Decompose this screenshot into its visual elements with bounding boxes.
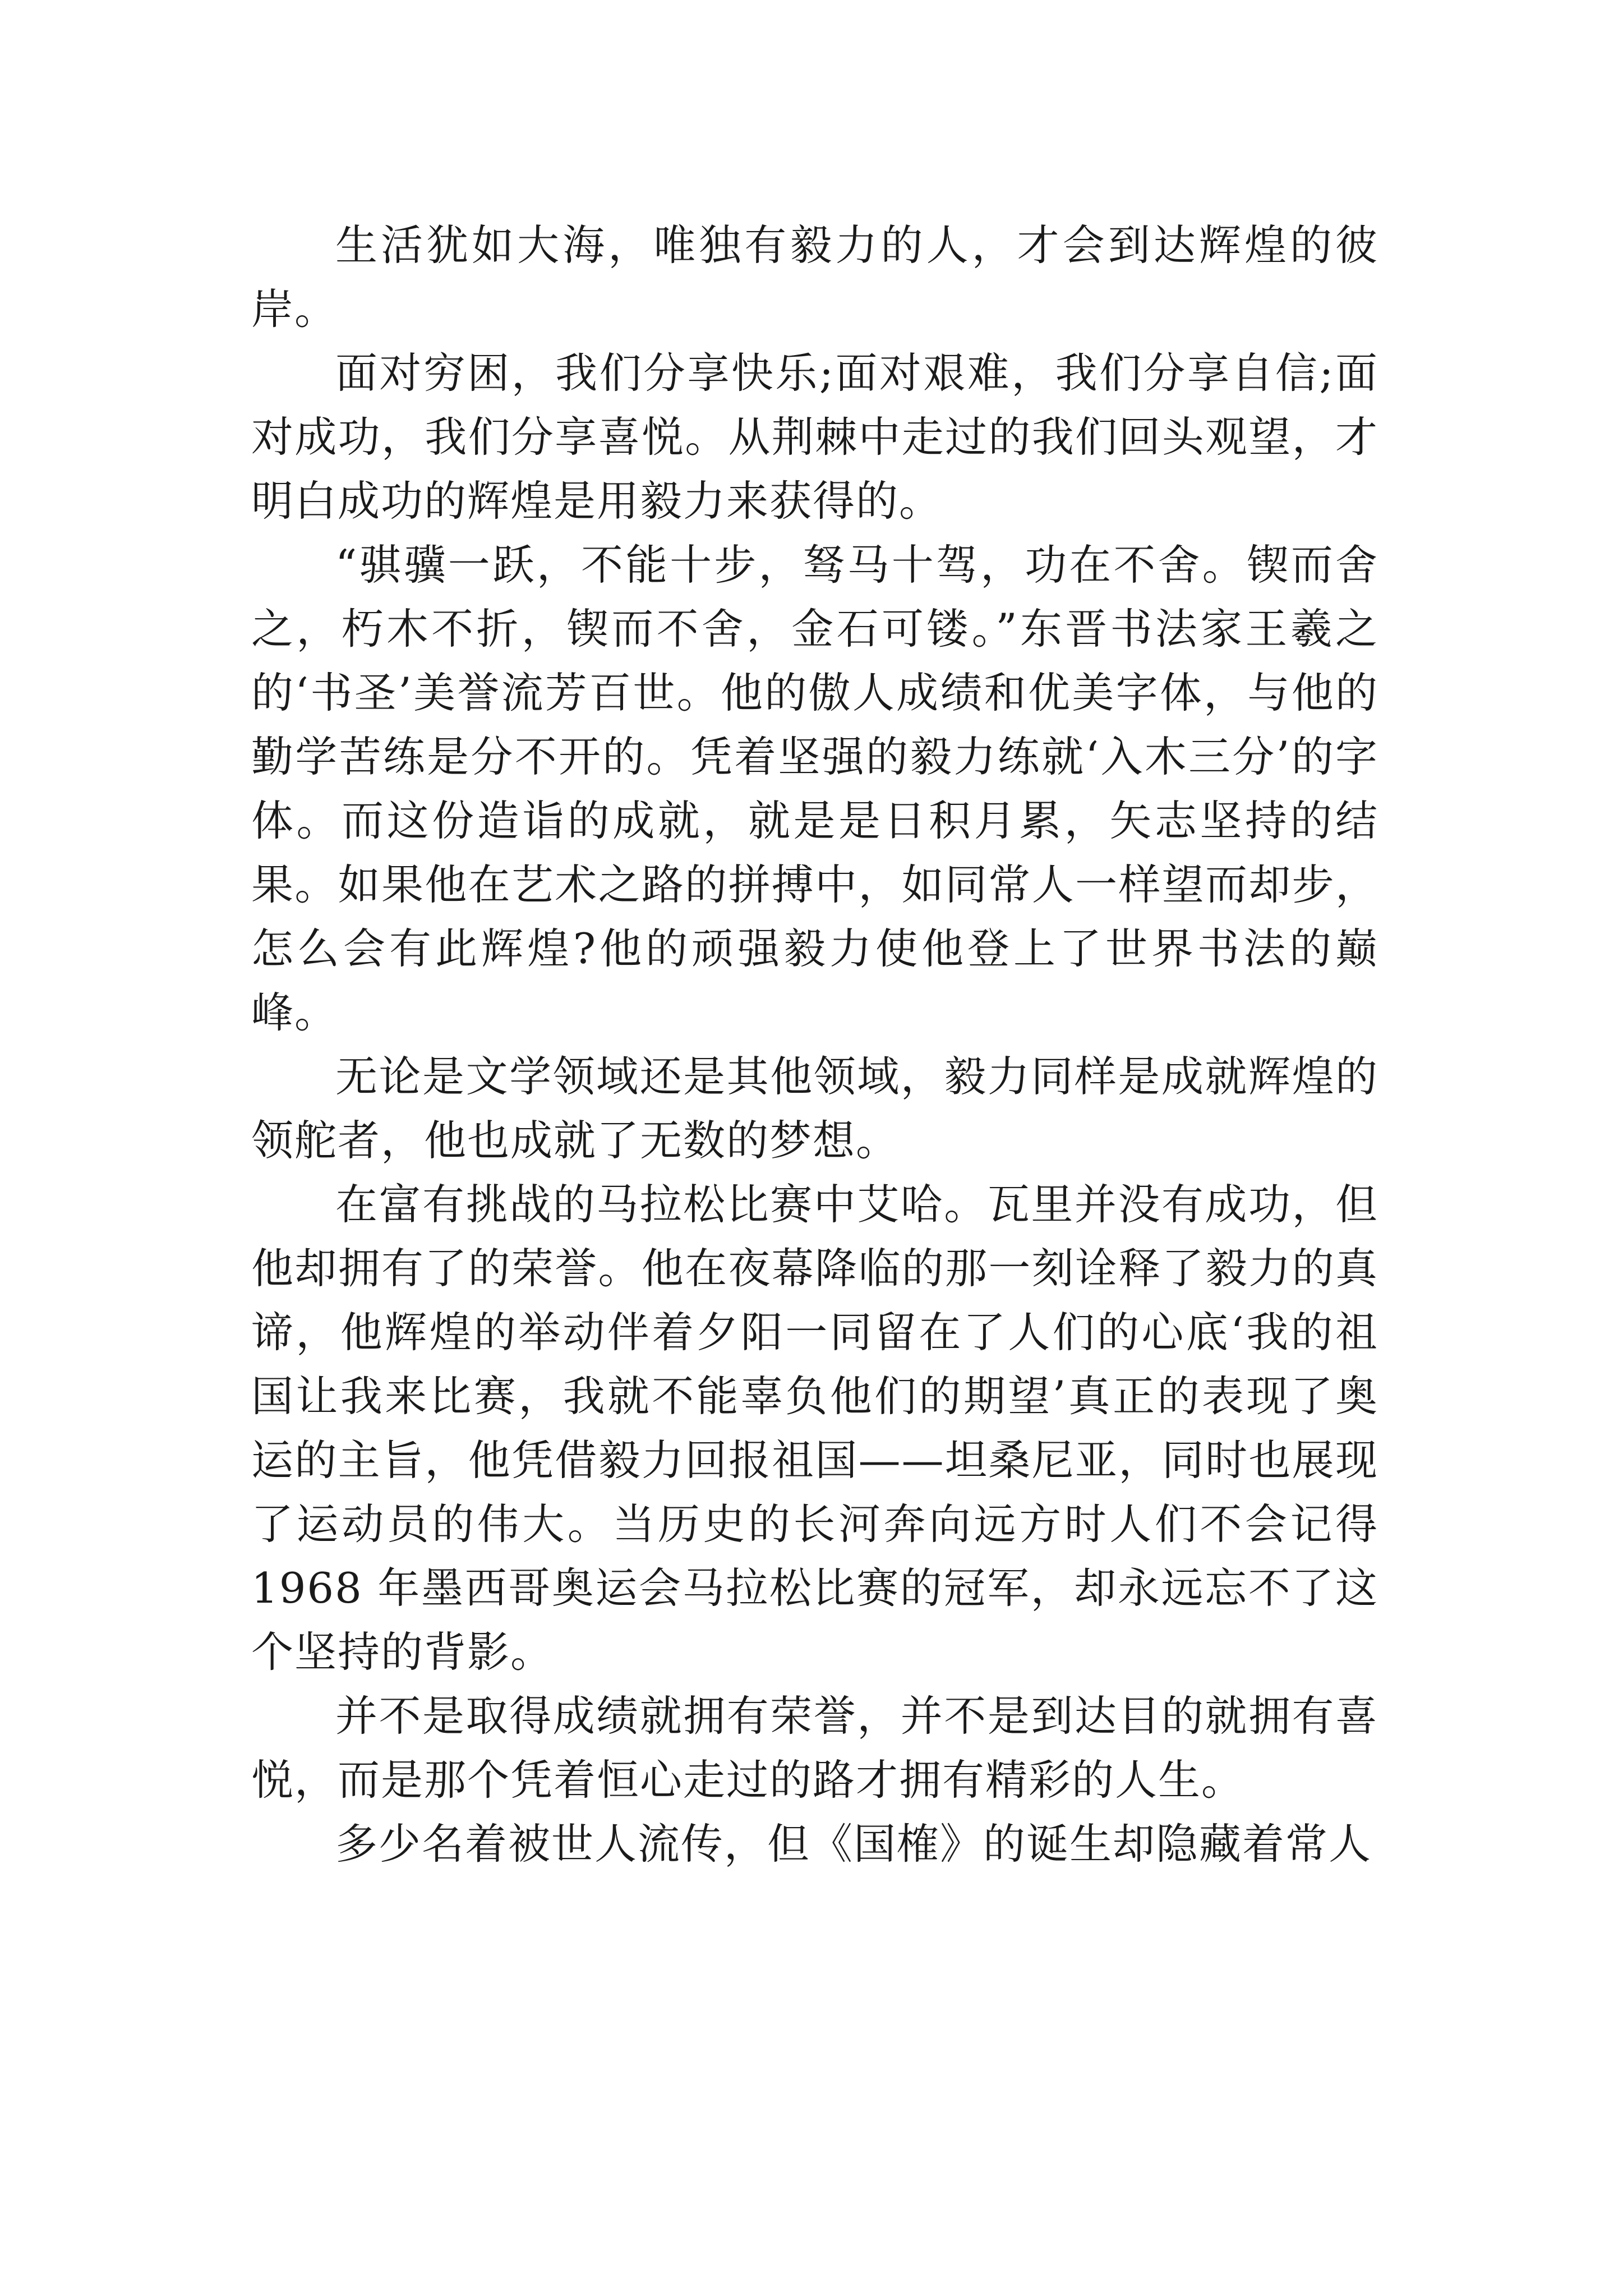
paragraph: 多少名着被世人流传，但《国榷》的诞生却隐藏着常人 — [335, 1819, 1372, 1869]
paragraph: 在富有挑战的马拉松比赛中艾哈。瓦里并没有成功，但他却拥有了的荣誉。他在夜幕降临的那一刻诠释了毅力的真谛，他辉煌的举动伴着夕阳一同留在了人们的心底‘我的祖国让我来比赛，我就不能辜负他们的期望’真正的表现了奥运的主旨，他凭借毅力回报祖国——坦桑尼亚，同时也展现了运动员的伟大。当历史的长河奔向远方时人们不会记得 1968 年墨西哥奥运会马拉松比赛的冠军，却永远忘不了这个坚持的背影。 — [251, 1180, 1378, 1677]
document-body — [251, 213, 1378, 1876]
paragraph: 面对穷困，我们分享快乐;面对艰难，我们分享自信;面对成功，我们分享喜悦。从荆棘中走过的我们回头观望，才明白成功的辉煌是用毅力来获得的。 — [251, 348, 1378, 526]
paragraph: 并不是取得成绩就拥有荣誉，并不是到达目的就拥有喜悦，而是那个凭着恒心走过的路才拥有精彩的人生。 — [251, 1691, 1378, 1805]
paragraph: 生活犹如大海，唯独有毅力的人，才会到达辉煌的彼岸。 — [251, 220, 1378, 334]
paragraph: “骐骥一跃，不能十步，驽马十驾，功在不舍。锲而舍之，朽木不折，锲而不舍，金石可镂。”东晋书法家王羲之的‘书圣’美誉流芳百世。他的傲人成绩和优美字体，与他的勤学苦练是分不开的。凭着坚强的毅力练就‘入木三分’的字体。而这份造诣的成就，就是是日积月累，矢志坚持的结果。如果他在艺术之路的拼搏中，如同常人一样望而却步，怎么会有此辉煌?他的顽强毅力使他登上了世界书法的巅峰。 — [251, 540, 1378, 1037]
paragraph: 无论是文学领域还是其他领域，毅力同样是成就辉煌的领舵者，他也成就了无数的梦想。 — [251, 1052, 1378, 1165]
